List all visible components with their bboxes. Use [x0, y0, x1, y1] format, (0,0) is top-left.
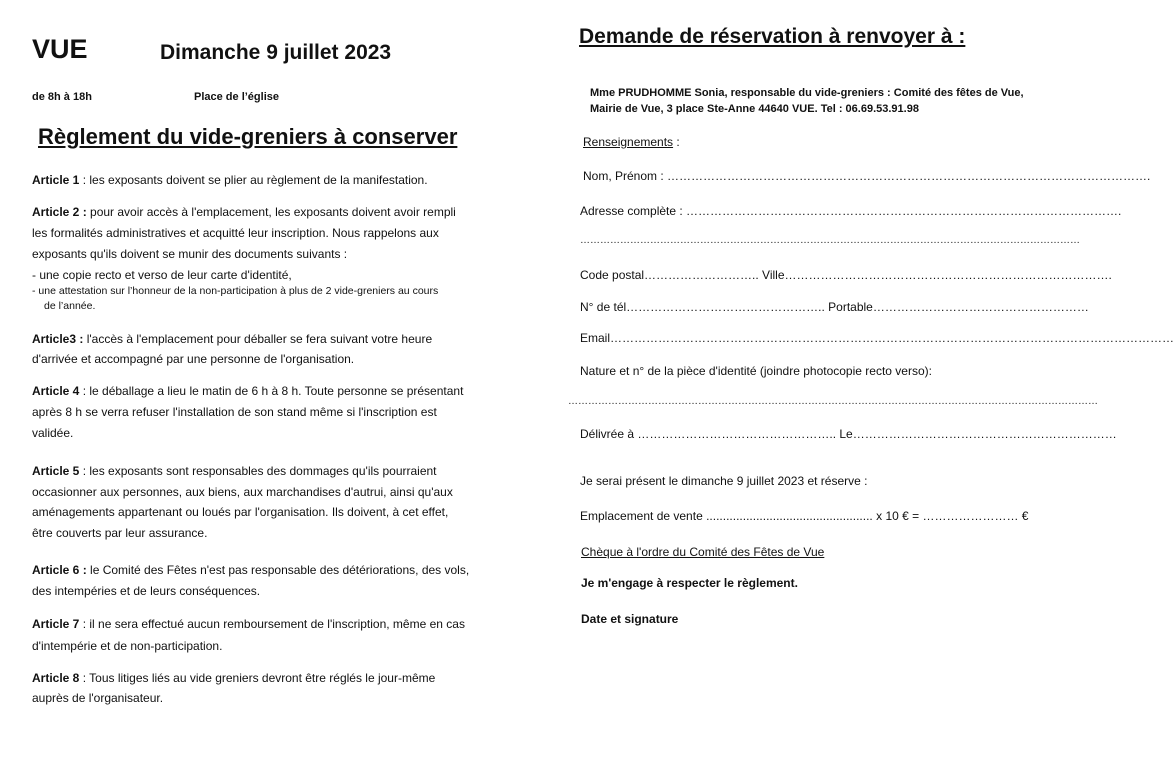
article-label: Article3 : [32, 332, 84, 346]
article-7-line-2: d'intempérie et de non-participation. [32, 639, 223, 653]
article-text: : les exposants doivent se plier au règlement de la manifestation. [79, 173, 428, 187]
article-3-line-2: d'arrivée et accompagné par une personne de l'organisation. [32, 352, 355, 366]
renseignements-heading [583, 135, 680, 149]
article-text: le Comité des Fêtes n'est pas responsable des détériorations, des vols, [86, 563, 470, 577]
article-2-bullet-2: - une attestation sur l’honneur de la non-participation à plus de 2 vide-greniers au cours [32, 285, 439, 297]
article-2-bullet-2-cont: de l’année. [44, 300, 96, 312]
contact-line-2: Mairie de Vue, 3 place Ste-Anne 44640 VUE. Tel : 06.69.53.91.98 [590, 103, 919, 115]
article-label: Article 8 [32, 671, 80, 685]
article-text: l'accès à l'emplacement pour déballer se fera suivant votre heure [83, 332, 433, 346]
address-field-line-2[interactable]: …………………………………………………………………………………………………………………………………… [580, 235, 1080, 246]
article-2-line-2: les formalités administratives et acquitté leur inscription. Nous rappelons aux [32, 226, 439, 240]
reservation-title: Demande de réservation à renvoyer à : [579, 25, 966, 48]
article-text: : les exposants sont responsables des dommages qu'ils pourraient [79, 464, 437, 478]
article-2-bullet-1: - une copie recto et verso de leur carte d'identité, [32, 268, 292, 282]
article-5-line-4: être couverts par leur assurance. [32, 526, 208, 540]
postal-city-field[interactable]: Code postal……………………….. Ville………………………………………………………………………. [580, 268, 1112, 282]
emplacement-field[interactable]: Emplacement de vente .................................................. x 10 € = …………………… € [580, 509, 1029, 523]
article-5-line-1 [32, 464, 437, 478]
address-field[interactable]: Adresse complète : ………………………………………………………………………………………………. [580, 204, 1122, 218]
article-8-line-2: auprès de l'organisateur. [32, 691, 164, 705]
event-place: Place de l’église [194, 91, 279, 103]
article-2-line-3: exposants qu'ils doivent se munir des documents suivants : [32, 247, 348, 261]
name-field[interactable]: Nom, Prénom : …………………………………………………………………………………………………………. [583, 169, 1151, 183]
contact-line-1: Mme PRUDHOMME Sonia, responsable du vide-greniers : Comité des fêtes de Vue, [590, 87, 1024, 99]
article-4-line-2: après 8 h se verra refuser l'installation de son stand même si l'inscription est [32, 405, 437, 419]
rules-title: Règlement du vide-greniers à conserver [38, 124, 458, 149]
article-label: Article 1 [32, 173, 80, 187]
article-5-line-2: occasionner aux personnes, aux biens, aux marchandises d'autrui, ainsi qu'aux [32, 485, 453, 499]
article-2-line-1 [32, 205, 456, 219]
article-label: Article 4 [32, 384, 80, 398]
id-document-field[interactable]: …………………………………………………………………………………………………………………………………………… [568, 396, 1098, 407]
event-hours: de 8h à 18h [32, 91, 92, 103]
article-7-line-1 [32, 617, 465, 631]
commitment-statement: Je m'engage à respecter le règlement. [581, 576, 798, 590]
phone-field[interactable]: N° de tél………………………………………….. Portable……………………………………………… [580, 300, 1089, 314]
article-label: Article 2 : [32, 205, 87, 219]
event-date: Dimanche 9 juillet 2023 [160, 41, 392, 64]
cheque-note: Chèque à l'ordre du Comité des Fêtes de Vue [581, 545, 825, 559]
article-text: pour avoir accès à l'emplacement, les exposants doivent avoir rempli [86, 205, 456, 219]
renseignements-colon: : [673, 135, 680, 149]
article-text: : Tous litiges liés au vide greniers devront être réglés le jour-même [79, 671, 436, 685]
email-field[interactable]: Email…………………………………………………………………………………………………………………………… [580, 331, 1174, 345]
article-6-line-2: des intempéries et de leurs conséquences. [32, 584, 261, 598]
date-signature-label: Date et signature [581, 612, 679, 626]
article-label: Article 7 [32, 617, 80, 631]
presence-statement: Je serai présent le dimanche 9 juillet 2023 et réserve : [580, 474, 868, 488]
renseignements-label: Renseignements [583, 135, 674, 149]
id-document-label: Nature et n° de la pièce d'identité (joindre photocopie recto verso): [580, 364, 932, 378]
article-text: : il ne sera effectué aucun remboursement de l'inscription, même en cas [79, 617, 465, 631]
article-label: Article 5 [32, 464, 80, 478]
town-name: VUE [32, 34, 88, 64]
article-label: Article 6 : [32, 563, 87, 577]
article-8-line-1 [32, 671, 435, 685]
article-1 [32, 173, 428, 187]
article-4-line-3: validée. [32, 426, 74, 440]
article-6-line-1 [32, 563, 469, 577]
article-5-line-3: aménagements appartenant ou loués par l'organisation. Ils doivent, à cet effet, [32, 505, 449, 519]
article-3-line-1 [32, 332, 432, 346]
article-4-line-1 [32, 384, 463, 398]
article-text: : le déballage a lieu le matin de 6 h à 8 h. Toute personne se présentant [79, 384, 464, 398]
issued-field[interactable]: Délivrée à ………………………………………….. Le………………………………………………………… [580, 427, 1117, 441]
